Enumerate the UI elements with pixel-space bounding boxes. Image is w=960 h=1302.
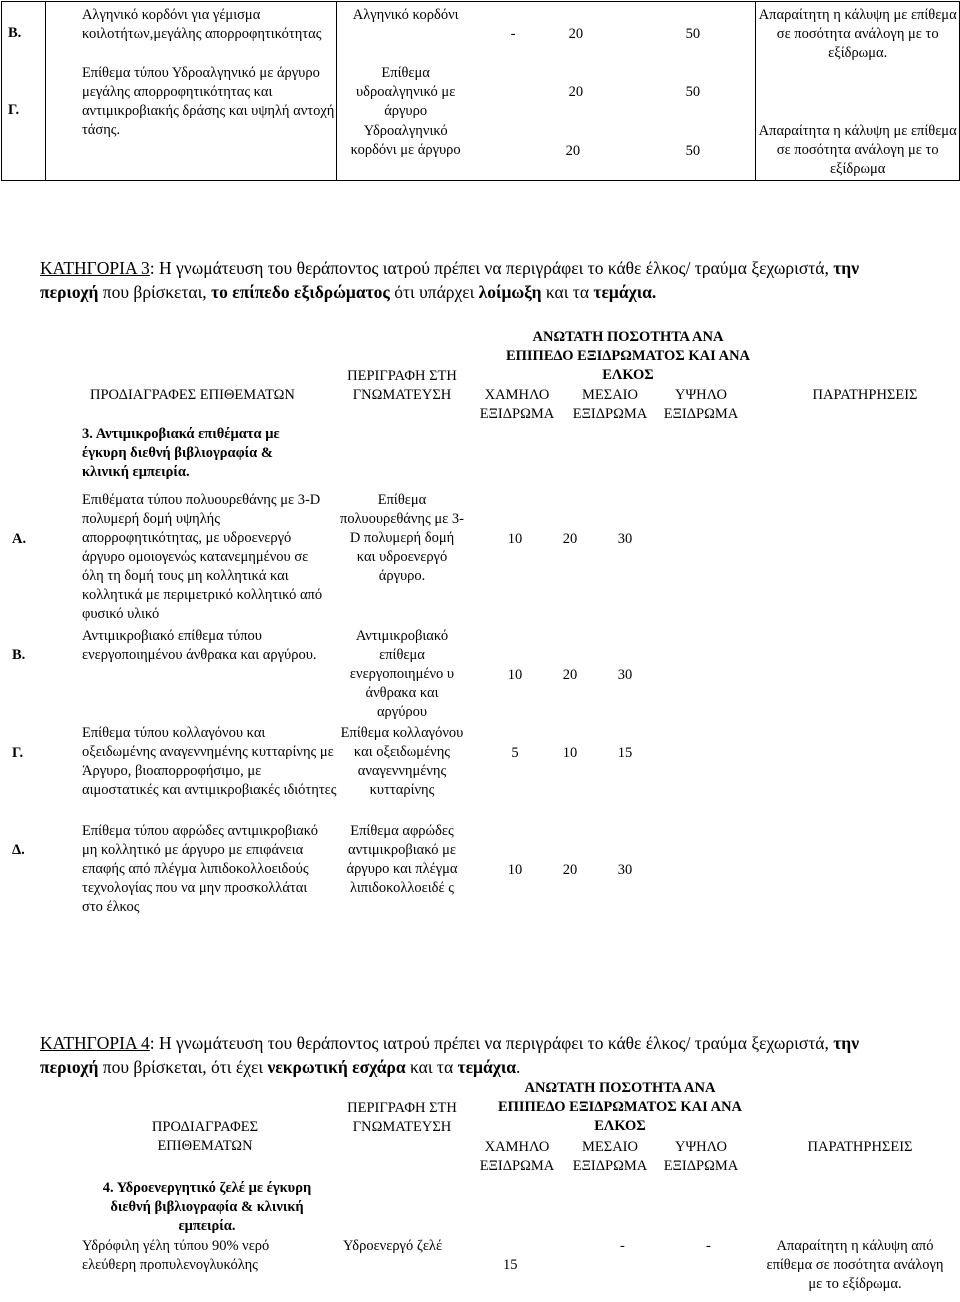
mid-header: ΜΕΣΑΙΟ ΕΞΙΔΡΩΜΑ <box>572 1139 648 1174</box>
notes-text: Απαραίτητη η κάλυψη από επίθεμα σε ποσότητα ανάλογη με το εξίδρωμα. <box>766 1238 944 1292</box>
low-value: 10 <box>507 862 523 878</box>
desc-text: Υδροενεργό ζελέ <box>343 1238 443 1254</box>
section-title: 3. Αντιμικροβιακά επιθέματα με έγκυρη διεθνή βιβλιογραφία & κλινική εμπειρία. <box>82 426 280 480</box>
letters-cell <box>2 2 46 181</box>
row-letter: Α. <box>12 531 27 547</box>
notes-text: Απαραίτητη η κάλυψη με επίθεμα σε ποσότητα ανάλογη με το εξίδρωμα. <box>758 7 957 61</box>
notes-cell <box>756 2 960 181</box>
desc-text: Επίθεμα κολλαγόνου και οξειδωμένης αναγεννημένης κυτταρίνης <box>340 725 464 798</box>
high-value: 50 <box>685 84 701 100</box>
desc-text: Επίθεμα υδροαλγηνικό με άργυρο <box>355 65 456 119</box>
desc-text: Υδροαλγηνικό κορδόνι με άργυρο <box>350 123 461 158</box>
mid-value: 20 <box>568 26 584 42</box>
category-4-label: ΚΑΤΗΓΟΡΙΑ 4 <box>40 1033 150 1053</box>
spec-text: Αλγηνικό κορδόνι για γέμισμα κοιλοτήτων,μεγάλης απορροφητικότητας <box>81 7 322 42</box>
description-header: ΠΕΡΙΓΡΑΦΗ ΣΤΗ ΓΝΩΜΑΤΕΥΣΗ <box>347 1100 457 1135</box>
row-letter: Δ. <box>12 842 25 858</box>
top-table <box>1 1 960 181</box>
row-letter: Γ. <box>12 745 24 761</box>
spec-text: Επίθεμα τύπου αφρώδες αντιμικροβιακό μη κολλητικό με άργυρο με επιφάνεια επαφής από πλέγμα λιπιδοκολλοειδούς τεχνολογίας που να μην προσκολλάται στο έλκος <box>82 823 318 915</box>
spec-text: Υδρόφιλη γέλη τύπου 90% νερό ελεύθερη προπυλενογλυκόλης <box>82 1238 270 1273</box>
row-letter: Γ. <box>8 102 20 118</box>
quantities <box>495 666 650 685</box>
high-value: 30 <box>617 531 633 547</box>
low-value: 10 <box>507 667 523 683</box>
low-header: ΧΑΜΗΛΟ ΕΞΙΔΡΩΜΑ <box>479 387 555 422</box>
desc-text: Αντιμικροβιακό επίθεμα ενεργοποιημένο υ άνθρακα και αργύρου <box>349 628 455 720</box>
spec-text: Αντιμικροβιακό επίθεμα τύπου ενεργοποιημένου άνθρακα και αργύρου. <box>82 628 317 663</box>
high-value: 50 <box>685 26 701 42</box>
low-value: 15 <box>503 1257 518 1273</box>
low-value: 10 <box>507 531 523 547</box>
quantities <box>495 530 650 549</box>
notes-header: ΠΑΡΑΤΗΡΗΣΕΙΣ <box>807 1139 913 1155</box>
row-letter: Β. <box>8 25 22 41</box>
specs-header: ΠΡΟΔΙΑΓΡΑΦΕΣ ΕΠΙΘΕΜΑΤΩΝ <box>151 1119 259 1154</box>
desc-text: Επίθεμα πολυουρεθάνης με 3-D πολυμερή δομή και υδροενεργό άργυρο. <box>340 492 464 584</box>
quantities <box>495 744 650 763</box>
low-header: ΧΑΜΗΛΟ ΕΞΙΔΡΩΜΑ <box>479 1139 555 1174</box>
low-value: - <box>510 26 516 42</box>
row-letter: Β. <box>12 647 26 663</box>
desc-text: Επίθεμα αφρώδες αντιμικροβιακό με άργυρο και πλέγμα λιπιδοκολλοειδέ ς <box>346 823 458 896</box>
mid-value: 10 <box>562 745 578 761</box>
mid-value: 20 <box>562 862 578 878</box>
notes-text: Απαραίτητα η κάλυψη με επίθεμα σε ποσότητα ανάλογη με το εξίδρωμα <box>758 123 957 177</box>
notes-header: ΠΑΡΑΤΗΡΗΣΕΙΣ <box>812 387 918 403</box>
high-header: ΥΨΗΛΟ ΕΞΙΔΡΩΜΑ <box>663 387 739 422</box>
low-value: 5 <box>511 745 519 761</box>
category-3-paragraph: ΚΑΤΗΓΟΡΙΑ 3: Η γνωμάτευση του θεράποντος ιατρού πρέπει να περιγράφει το κάθε έλκος/ τραύμα ξεχωριστά, την περιοχή που βρίσκεται, το επίπεδο εξιδρώματος ότι υπάρχει λοίμωξη και τα τεμάχια. <box>40 258 860 302</box>
high-header: ΥΨΗΛΟ ΕΞΙΔΡΩΜΑ <box>663 1139 739 1174</box>
mid-value: 20 <box>562 667 578 683</box>
high-value: 50 <box>685 143 701 159</box>
mid-value: 20 <box>568 84 584 100</box>
category-4-paragraph: ΚΑΤΗΓΟΡΙΑ 4: Η γνωμάτευση του θεράποντος ιατρού πρέπει να περιγράφει το κάθε έλκος/ τραύμα ξεχωριστά, την περιοχή που βρίσκεται, ότι έχει νεκρωτική εσχάρα και τα τεμάχια. <box>40 1033 860 1077</box>
high-value: 30 <box>617 862 633 878</box>
max-quantity-header: ΑΝΩΤΑΤΗ ΠΟΣΟΤΗΤΑ ΑΝΑ ΕΠΙΠΕΔΟ ΕΞΙΔΡΩΜΑΤΟΣ ΚΑΙ ΑΝΑ ΕΛΚΟΣ <box>505 329 751 383</box>
section-title: 4. Υδροενεργητικό ζελέ με έγκυρη διεθνή βιβλιογραφία & κλινική εμπειρία. <box>102 1180 312 1234</box>
mid-value: 20 <box>565 143 581 159</box>
specs-header: ΠΡΟΔΙΑΓΡΑΦΕΣ ΕΠΙΘΕΜΑΤΩΝ <box>90 387 295 403</box>
high-value: - <box>706 1238 711 1254</box>
category-3-label: ΚΑΤΗΓΟΡΙΑ 3 <box>40 258 150 278</box>
specs-cell <box>45 2 336 181</box>
mid-header: ΜΕΣΑΙΟ ΕΞΙΔΡΩΜΑ <box>572 387 648 422</box>
description-header: ΠΕΡΙΓΡΑΦΗ ΣΤΗ ΓΝΩΜΑΤΕΥΣΗ <box>347 368 457 403</box>
spec-text: Επιθέματα τύπου πολυουρεθάνης με 3-D πολυμερή δομή υψηλής απορροφητικότητας, με υδροενεργό άργυρο ομοιογενώς κατανεμημένου σε όλη τη δομή τους μη κολλητικά και κολλητικά με περιμετρικό κολλητικό από φυσικό υλικό <box>82 492 323 622</box>
high-value: 30 <box>617 667 633 683</box>
mid-value: 20 <box>562 531 578 547</box>
max-quantity-header: ΑΝΩΤΑΤΗ ΠΟΣΟΤΗΤΑ ΑΝΑ ΕΠΙΠΕΔΟ ΕΞΙΔΡΩΜΑΤΟΣ ΚΑΙ ΑΝΑ ΕΛΚΟΣ <box>497 1080 743 1134</box>
spec-text: Επίθεμα τύπου κολλαγόνου και οξειδωμένης αναγεννημένης κυτταρίνης με Άργυρο, βιοαπορροφήσιμο, με αιμοστατικές και αντιμικροβιακές ιδιότητες <box>82 725 337 798</box>
spec-text: Επίθεμα τύπου Υδροαλγηνικό με άργυρο μεγάλης απορροφητικότητας και αντιμικροβιακής δράσης και υψηλή αντοχή τάσης. <box>81 65 335 138</box>
values-cell <box>336 2 756 181</box>
mid-value: - <box>620 1238 625 1254</box>
quantities <box>495 861 650 880</box>
desc-text: Αλγηνικό κορδόνι <box>352 7 459 23</box>
high-value: 15 <box>617 745 633 761</box>
